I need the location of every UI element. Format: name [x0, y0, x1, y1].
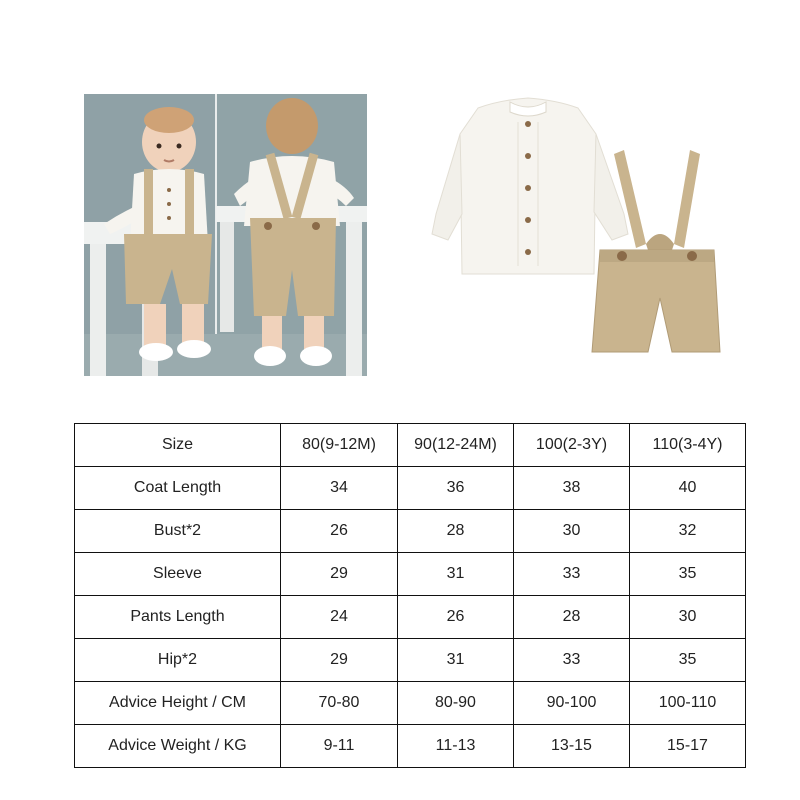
model-photo — [84, 94, 367, 376]
row-label: Hip*2 — [75, 639, 281, 682]
table-cell: 31 — [398, 639, 514, 682]
table-row — [75, 553, 746, 596]
header-cell-size: Size — [75, 424, 281, 467]
table-cell: 35 — [630, 639, 746, 682]
product-photo — [428, 94, 730, 356]
row-label: Sleeve — [75, 553, 281, 596]
table-cell: 100-110 — [630, 682, 746, 725]
header-cell-90: 90(12-24M) — [398, 424, 514, 467]
table-cell: 70-80 — [281, 682, 398, 725]
table-cell: 29 — [281, 553, 398, 596]
row-label: Advice Weight / KG — [75, 725, 281, 768]
table-cell: 30 — [514, 510, 630, 553]
header-cell-110: 110(3-4Y) — [630, 424, 746, 467]
table-cell: 33 — [514, 639, 630, 682]
table-cell: 26 — [398, 596, 514, 639]
table-row — [75, 467, 746, 510]
table-cell: 26 — [281, 510, 398, 553]
table-row — [75, 682, 746, 725]
table-cell: 28 — [514, 596, 630, 639]
table-cell: 15-17 — [630, 725, 746, 768]
table-cell: 31 — [398, 553, 514, 596]
table-cell: 28 — [398, 510, 514, 553]
table-cell: 32 — [630, 510, 746, 553]
table-cell: 34 — [281, 467, 398, 510]
table-cell: 36 — [398, 467, 514, 510]
table-row — [75, 639, 746, 682]
table-cell: 33 — [514, 553, 630, 596]
table-cell: 24 — [281, 596, 398, 639]
table-cell: 13-15 — [514, 725, 630, 768]
table-cell: 90-100 — [514, 682, 630, 725]
table-cell: 40 — [630, 467, 746, 510]
table-cell: 9-11 — [281, 725, 398, 768]
row-label: Coat Length — [75, 467, 281, 510]
table-header-row — [75, 424, 746, 467]
header-cell-80: 80(9-12M) — [281, 424, 398, 467]
row-label: Pants Length — [75, 596, 281, 639]
table-cell: 38 — [514, 467, 630, 510]
table-cell: 29 — [281, 639, 398, 682]
size-chart-table — [74, 423, 746, 768]
table-row — [75, 510, 746, 553]
table-cell: 80-90 — [398, 682, 514, 725]
table-row — [75, 596, 746, 639]
model-photo-illustration — [84, 94, 367, 376]
row-label: Advice Height / CM — [75, 682, 281, 725]
product-photo-illustration — [428, 94, 730, 356]
table-cell: 30 — [630, 596, 746, 639]
table-cell: 11-13 — [398, 725, 514, 768]
header-cell-100: 100(2-3Y) — [514, 424, 630, 467]
table-cell: 35 — [630, 553, 746, 596]
table-row — [75, 725, 746, 768]
row-label: Bust*2 — [75, 510, 281, 553]
